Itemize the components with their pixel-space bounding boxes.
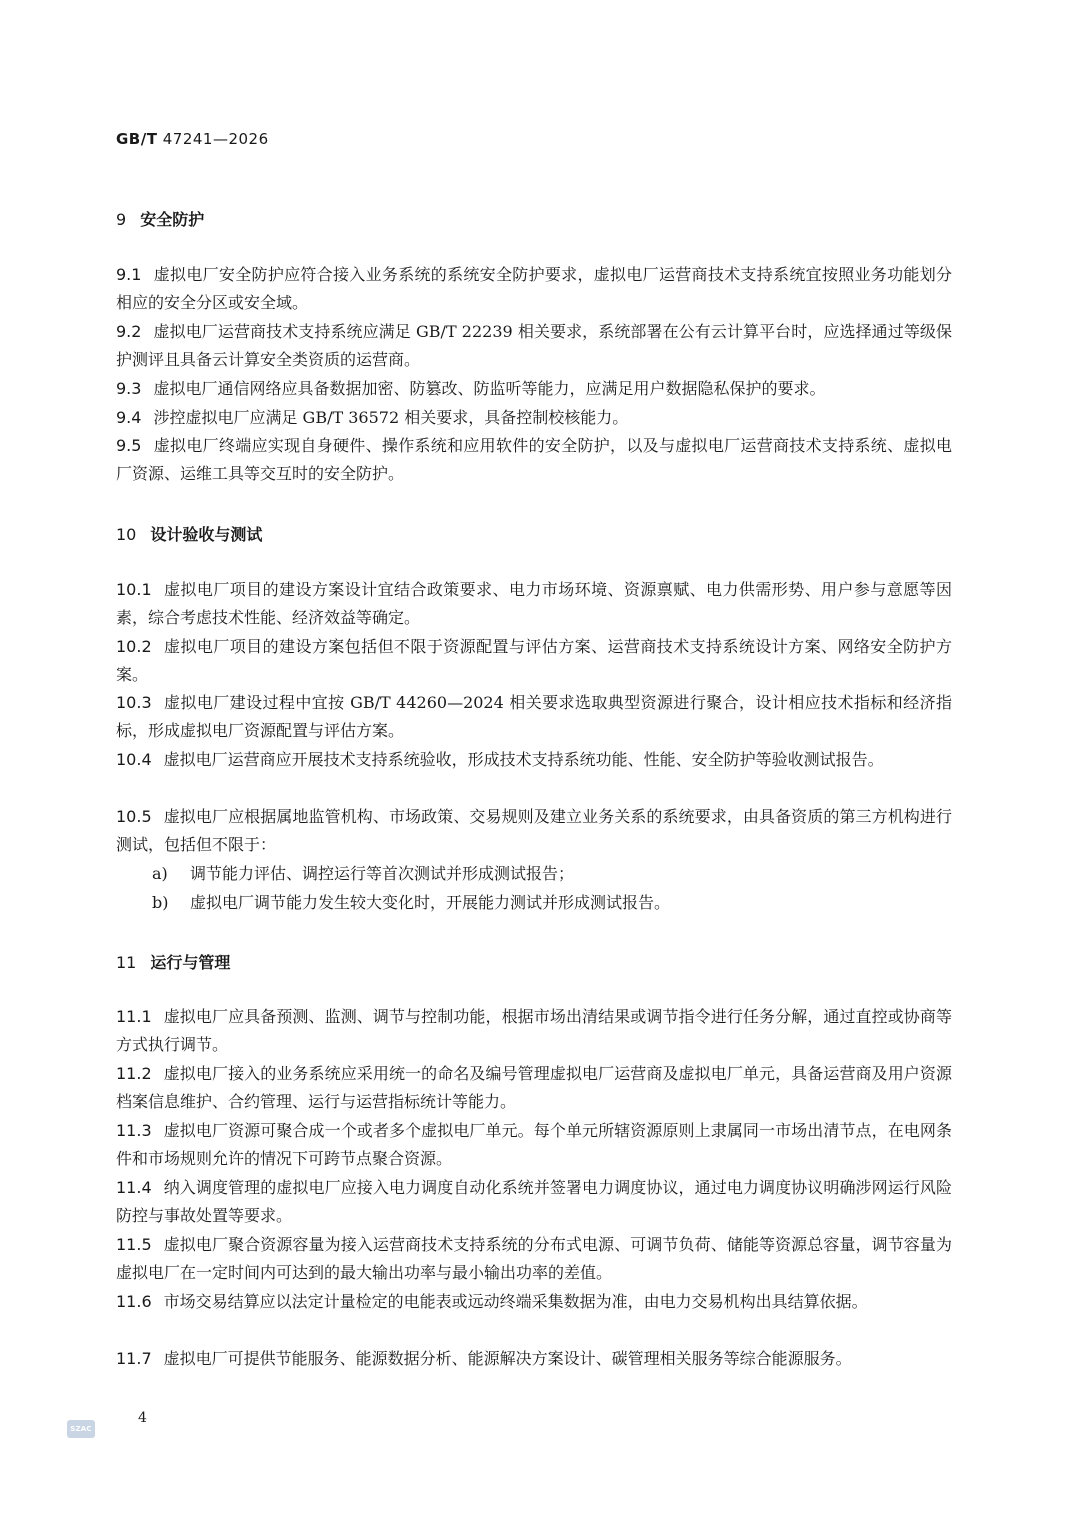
clause-11-1: 11.1 虚拟电厂应具备预测、监测、调节与控制功能，根据市场出清结果或调节指令进行任务分解，通过直控或协商等方式执行调节。	[116, 1007, 952, 1054]
section-heading-9: 9 安全防护	[116, 210, 205, 229]
page-number: 4	[138, 1410, 147, 1426]
list-item-b: b) 虚拟电厂调节能力发生较大变化时，开展能力测试并形成测试报告。	[152, 893, 671, 912]
section-heading-10: 10 设计验收与测试	[116, 525, 263, 544]
clause-10-3: 10.3 虚拟电厂建设过程中宜按 GB/T 44260—2024 相关要求选取典型资源进行聚合，设计相应技术指标和经济指标，形成虚拟电厂资源配置与评估方案。	[116, 693, 952, 740]
clause-9-3: 9.3 虚拟电厂通信网络应具备数据加密、防篡改、防监听等能力，应满足用户数据隐私保护的要求。	[116, 379, 826, 398]
clause-10-4: 10.4 虚拟电厂运营商应开展技术支持系统验收，形成技术支持系统功能、性能、安全防护等验收测试报告。	[116, 750, 884, 769]
clause-10-1: 10.1 虚拟电厂项目的建设方案设计宜结合政策要求、电力市场环境、资源禀赋、电力供需形势、用户参与意愿等因素，综合考虑技术性能、经济效益等确定。	[116, 580, 952, 627]
clause-9-5: 9.5 虚拟电厂终端应实现自身硬件、操作系统和应用软件的安全防护，以及与虚拟电厂运营商技术支持系统、虚拟电厂资源、运维工具等交互时的安全防护。	[116, 436, 952, 483]
clause-10-2: 10.2 虚拟电厂项目的建设方案包括但不限于资源配置与评估方案、运营商技术支持系统设计方案、网络安全防护方案。	[116, 637, 952, 684]
clause-11-6: 11.6 市场交易结算应以法定计量检定的电能表或远动终端采集数据为准，由电力交易机构出具结算依据。	[116, 1292, 868, 1311]
section-heading-11: 11 运行与管理	[116, 953, 231, 972]
standard-code: GB/T 47241—2026	[116, 130, 269, 148]
clause-11-2: 11.2 虚拟电厂接入的业务系统应采用统一的命名及编号管理虚拟电厂运营商及虚拟电厂单元，具备运营商及用户资源档案信息维护、合约管理、运行与运营指标统计等能力。	[116, 1064, 952, 1111]
clause-9-4: 9.4 涉控虚拟电厂应满足 GB/T 36572 相关要求，具备控制校核能力。	[116, 408, 629, 427]
publisher-logo: SZAC	[67, 1420, 95, 1438]
clause-9-2: 9.2 虚拟电厂运营商技术支持系统应满足 GB/T 22239 相关要求，系统部署在公有云计算平台时，应选择通过等级保护测评且具备云计算安全类资质的运营商。	[116, 322, 952, 369]
clause-11-4: 11.4 纳入调度管理的虚拟电厂应接入电力调度自动化系统并签署电力调度协议，通过电力调度协议明确涉网运行风险防控与事故处置等要求。	[116, 1178, 952, 1225]
clause-9-1: 9.1 虚拟电厂安全防护应符合接入业务系统的系统安全防护要求，虚拟电厂运营商技术支持系统宜按照业务功能划分相应的安全分区或安全域。	[116, 265, 952, 312]
clause-11-5: 11.5 虚拟电厂聚合资源容量为接入运营商技术支持系统的分布式电源、可调节负荷、储能等资源总容量，调节容量为虚拟电厂在一定时间内可达到的最大输出功率与最小输出功率的差值。	[116, 1235, 952, 1282]
clause-11-7: 11.7 虚拟电厂可提供节能服务、能源数据分析、能源解决方案设计、碳管理相关服务等综合能源服务。	[116, 1349, 852, 1368]
clause-10-5: 10.5 虚拟电厂应根据属地监管机构、市场政策、交易规则及建立业务关系的系统要求，由具备资质的第三方机构进行测试，包括但不限于：	[116, 807, 952, 854]
clause-11-3: 11.3 虚拟电厂资源可聚合成一个或者多个虚拟电厂单元。每个单元所辖资源原则上隶属同一市场出清节点，在电网条件和市场规则允许的情况下可跨节点聚合资源。	[116, 1121, 952, 1168]
list-item-a: a) 调节能力评估、调控运行等首次测试并形成测试报告；	[152, 864, 575, 883]
